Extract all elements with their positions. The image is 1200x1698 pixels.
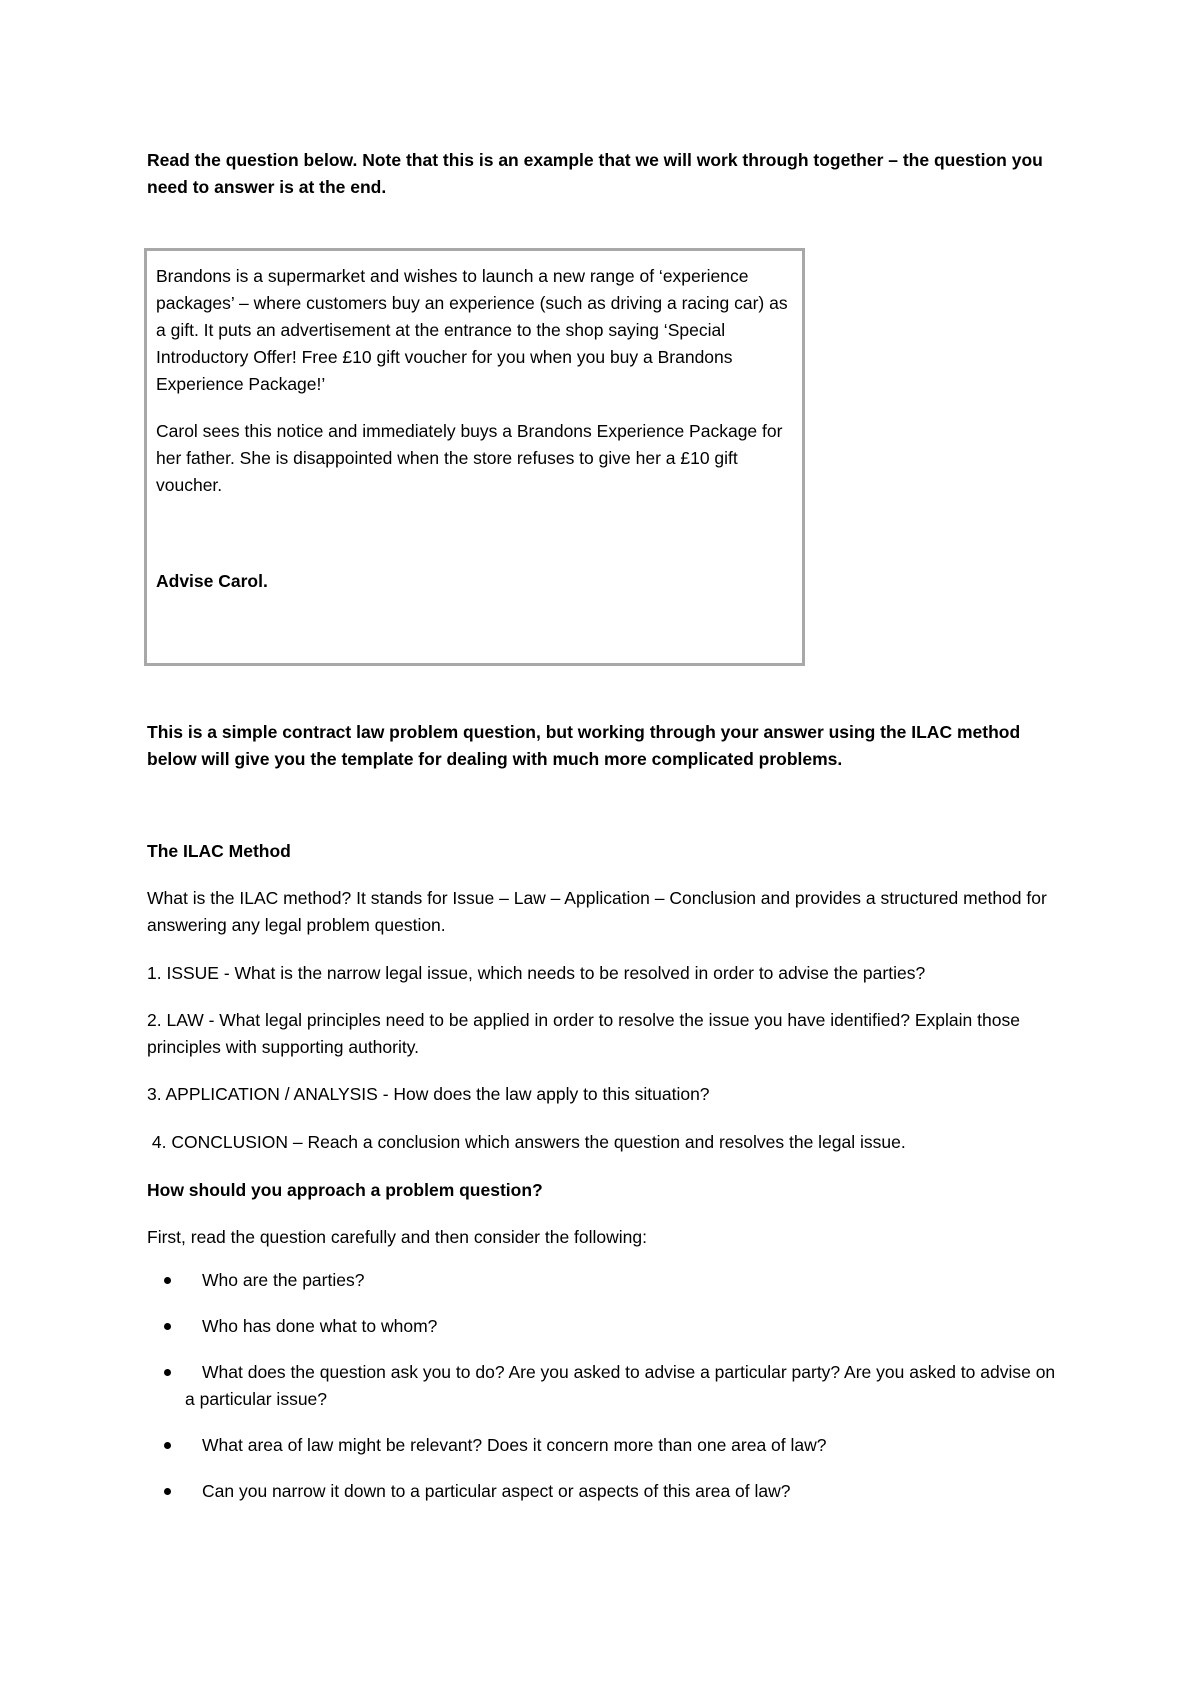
scenario-box	[144, 248, 805, 666]
approach-lead: First, read the question carefully and then consider the following:	[147, 1227, 648, 1247]
list-item	[147, 1432, 1057, 1459]
list-item	[147, 1359, 1057, 1413]
ilac-step-conclusion: 4. CONCLUSION – Reach a conclusion which answers the question and resolves the legal issue.	[147, 1132, 906, 1152]
scenario-paragraph-2: Carol sees this notice and immediately buys a Brandons Experience Package for her father. She is disappointed when the store refuses to give her a £10 gift voucher.	[156, 421, 783, 495]
list-item-text: What does the question ask you to do? Are you asked to advise a particular party? Are you asked to advise on a particular issue?	[185, 1362, 1056, 1409]
bullet-icon	[164, 1442, 171, 1449]
ilac-step-application: 3. APPLICATION / ANALYSIS - How does the law apply to this situation?	[147, 1084, 710, 1104]
scenario-paragraph-1: Brandons is a supermarket and wishes to launch a new range of ‘experience packages’ – where customers buy an experience (such as driving a racing car) as a gift. It puts an advertisement at the entrance to the shop saying ‘Special Introductory Offer! Free £10 gift voucher for you when you buy a Brandons Experience Package!’	[156, 266, 788, 394]
bullet-icon	[164, 1488, 171, 1495]
scenario-instruction: Advise Carol.	[156, 571, 268, 591]
bullet-icon	[164, 1369, 171, 1376]
ilac-step-issue: 1. ISSUE - What is the narrow legal issue, which needs to be resolved in order to advise the parties?	[147, 963, 926, 983]
ilac-step-law: 2. LAW - What legal principles need to be applied in order to resolve the issue you have identified? Explain those principles with supporting authority.	[147, 1010, 1020, 1057]
approach-heading: How should you approach a problem question?	[147, 1180, 543, 1200]
bullet-icon	[164, 1277, 171, 1284]
approach-bullet-list	[147, 1267, 1057, 1524]
intro-text: Read the question below. Note that this is an example that we will work through together – the question you need to answer is at the end.	[147, 150, 1043, 197]
ilac-heading: The ILAC Method	[147, 841, 291, 861]
list-item-text: Who are the parties?	[202, 1270, 365, 1290]
list-item-text: What area of law might be relevant? Does it concern more than one area of law?	[202, 1435, 827, 1455]
bullet-icon	[164, 1323, 171, 1330]
ilac-description: What is the ILAC method? It stands for Issue – Law – Application – Conclusion and provides a structured method for answering any legal problem question.	[147, 888, 1047, 935]
list-item	[147, 1478, 1057, 1505]
list-item	[147, 1267, 1057, 1294]
summary-text: This is a simple contract law problem question, but working through your answer using the ILAC method below will give you the template for dealing with much more complicated problems.	[147, 722, 1021, 769]
list-item-text: Can you narrow it down to a particular aspect or aspects of this area of law?	[202, 1481, 791, 1501]
list-item-text: Who has done what to whom?	[202, 1316, 438, 1336]
list-item	[147, 1313, 1057, 1340]
